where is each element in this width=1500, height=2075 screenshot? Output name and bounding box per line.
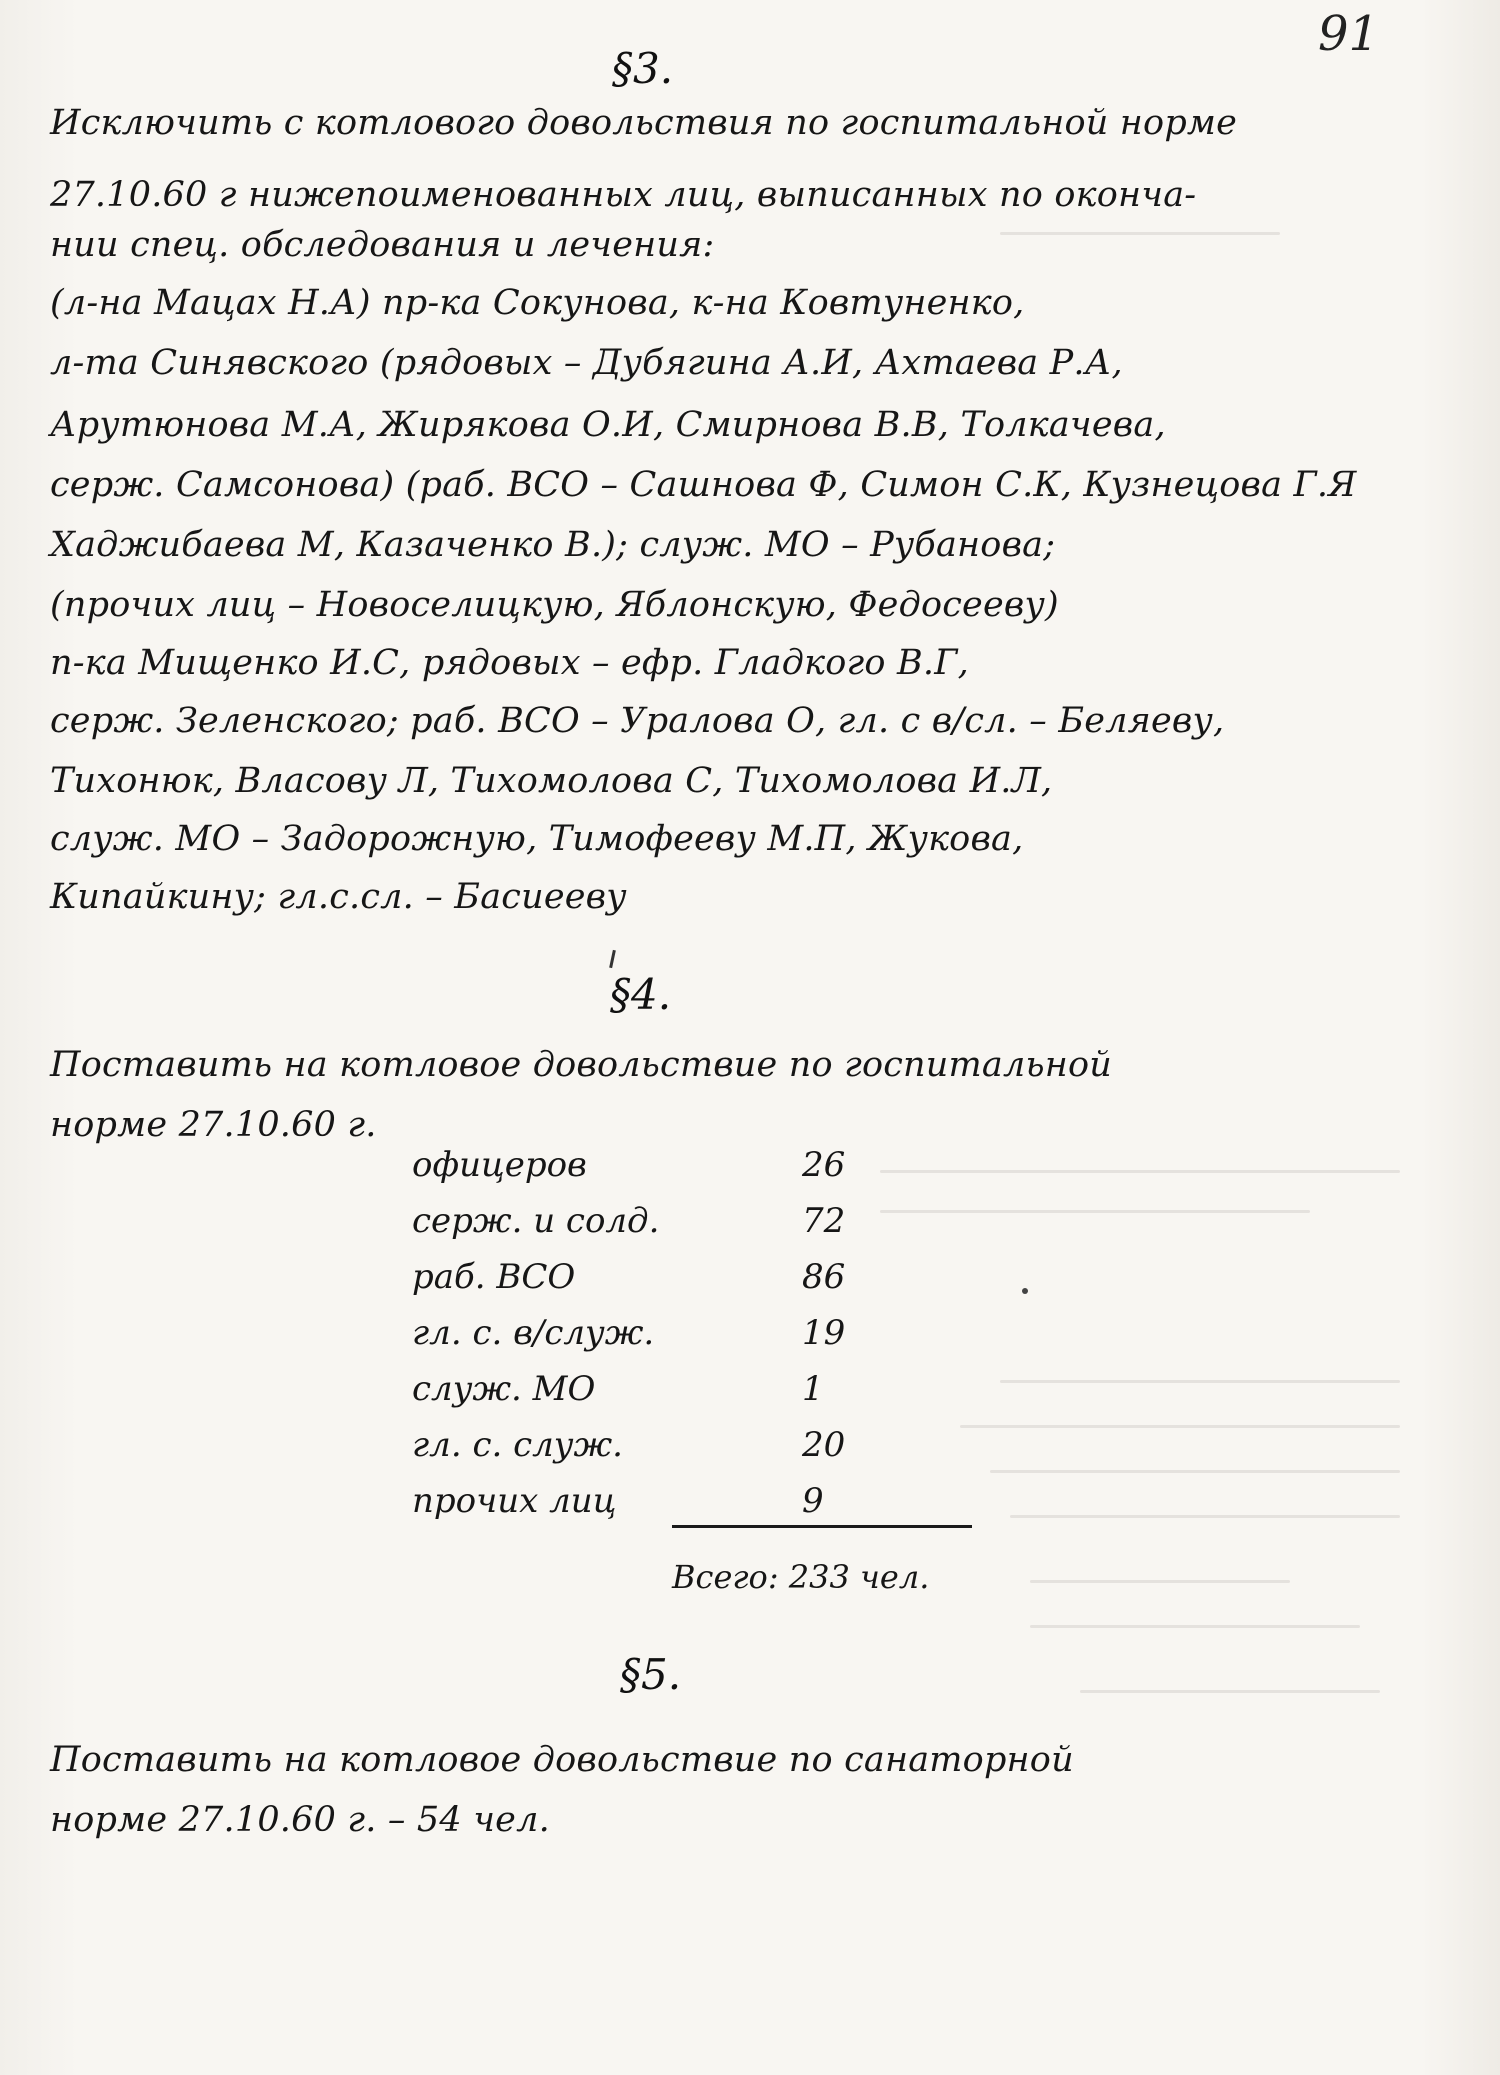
personnel-count-table <box>412 1145 932 1537</box>
total-count: Всего: 233 чел. <box>672 1558 930 1596</box>
section-3-heading: §3. <box>612 44 674 93</box>
row-value: 19 <box>802 1313 846 1353</box>
table-row <box>412 1145 932 1201</box>
s3-line-3: нии спец. обследования и лечения: <box>50 225 715 265</box>
s4-line-2: норме 27.10.60 г. <box>50 1105 377 1145</box>
row-label: гл. с. в/служ. <box>412 1313 655 1353</box>
row-label: служ. МО <box>412 1369 596 1409</box>
s3-line-13: служ. МО – Задорожную, Тимофееву М.П, Жукова, <box>50 819 1024 859</box>
row-value: 1 <box>802 1369 824 1409</box>
table-row <box>412 1313 932 1369</box>
s3-line-11: серж. Зеленского; раб. ВСО – Уралова О, гл. с в/сл. – Беляеву, <box>50 701 1225 741</box>
section-4-heading: §4. <box>610 970 672 1019</box>
table-row <box>412 1481 932 1537</box>
row-label: прочих лиц <box>412 1481 617 1521</box>
sum-underline <box>672 1525 972 1528</box>
row-value: 9 <box>802 1481 824 1521</box>
table-row <box>412 1425 932 1481</box>
table-row <box>412 1257 932 1313</box>
s3-line-14: Кипайкину; гл.с.сл. – Басиееву <box>50 877 627 917</box>
row-label: гл. с. служ. <box>412 1425 623 1465</box>
s3-line-1: Исключить с котлового довольствия по госпитальной норме <box>50 103 1238 143</box>
pen-tick-mark <box>609 950 616 968</box>
table-row <box>412 1369 932 1425</box>
s3-line-10: п-ка Мищенко И.С, рядовых – ефр. Гладкого В.Г, <box>50 643 969 683</box>
s3-line-9: (прочих лиц – Новоселицкую, Яблонскую, Федосееву) <box>50 585 1059 625</box>
row-value: 26 <box>802 1145 846 1185</box>
section-5-heading: §5. <box>620 1650 682 1699</box>
table-row <box>412 1201 932 1257</box>
s3-line-6: Арутюнова М.А, Жирякова О.И, Смирнова В.В, Толкачева, <box>50 405 1166 445</box>
row-value: 86 <box>802 1257 846 1297</box>
s3-line-8: Хаджибаева М, Казаченко В.); служ. МО – Рубанова; <box>50 525 1056 565</box>
s5-line-2: норме 27.10.60 г. – 54 чел. <box>50 1800 550 1840</box>
s3-line-12: Тихонюк, Власову Л, Тихомолова С, Тихомолова И.Л, <box>50 761 1053 801</box>
s4-line-1: Поставить на котловое довольствие по госпитальной <box>50 1045 1113 1085</box>
ink-dot <box>1022 1288 1028 1294</box>
row-label: офицеров <box>412 1145 587 1185</box>
s3-line-5: л-та Синявского (рядовых – Дубягина А.И, Ахтаева Р.А, <box>50 343 1123 383</box>
s5-line-1: Поставить на котловое довольствие по санаторной <box>50 1740 1074 1780</box>
row-label: раб. ВСО <box>412 1257 576 1297</box>
row-value: 72 <box>802 1201 846 1241</box>
s3-line-2: 27.10.60 г нижепоименованных лиц, выписанных по окончa- <box>50 175 1197 215</box>
page-number: 91 <box>1318 6 1380 62</box>
s3-line-7: серж. Самсонова) (раб. ВСО – Сашнова Ф, Симон С.К, Кузнецова Г.Я <box>50 465 1357 505</box>
s3-line-4: (л-на Мацах Н.А) пр-ка Сокунова, к-на Ковтуненко, <box>50 283 1025 323</box>
row-value: 20 <box>802 1425 846 1465</box>
row-label: серж. и солд. <box>412 1201 660 1241</box>
